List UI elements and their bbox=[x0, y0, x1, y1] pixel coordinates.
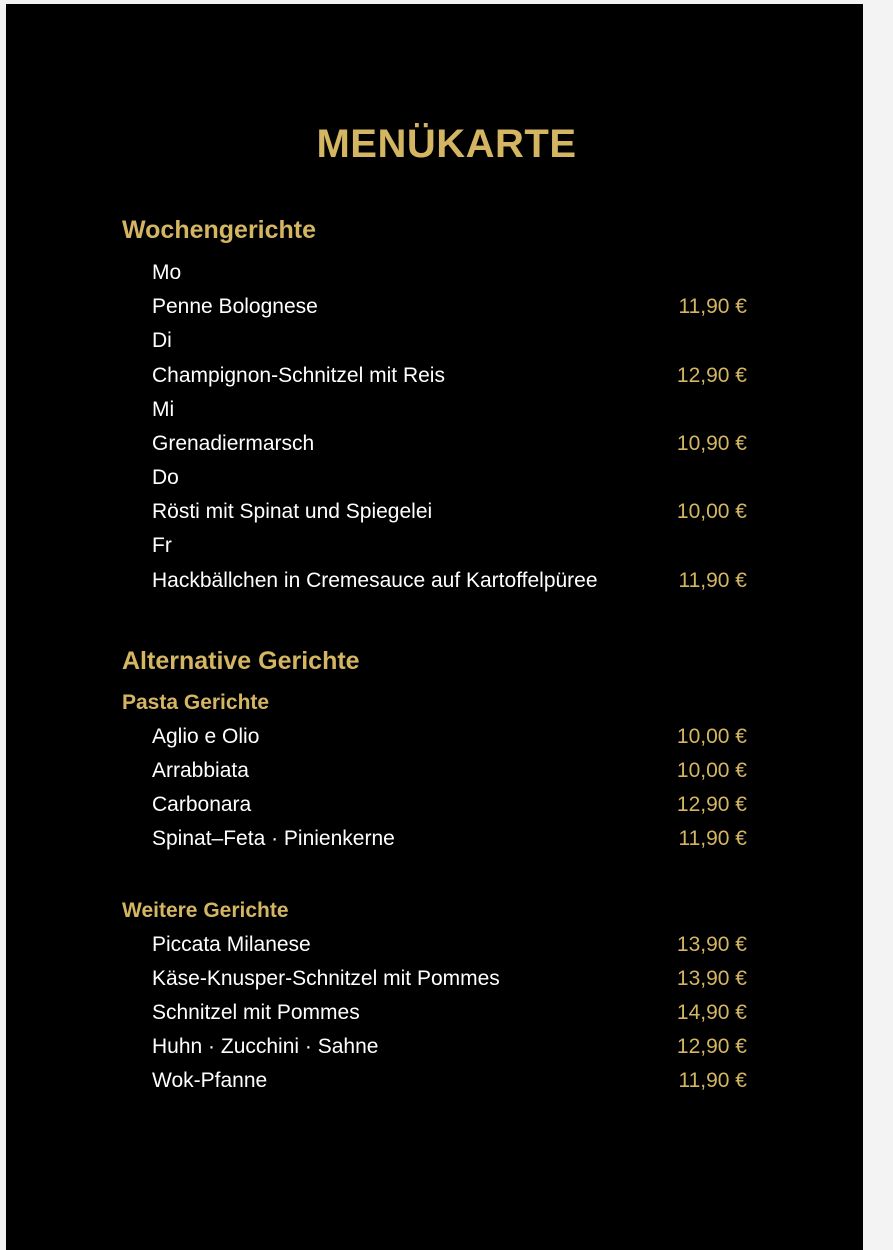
weekly-item-fr bbox=[152, 566, 747, 596]
dish-name: Aglio e Olio bbox=[152, 725, 260, 748]
dish-name: Hackbällchen in Cremesauce auf Kartoffelpüree bbox=[152, 569, 598, 592]
day-label-do: Do bbox=[152, 466, 179, 489]
dish-name: Carbonara bbox=[152, 793, 252, 816]
dish-name: Schnitzel mit Pommes bbox=[152, 1001, 360, 1024]
day-label-mo: Mo bbox=[152, 261, 182, 284]
dish-price: 12,90 € bbox=[676, 364, 747, 387]
weitere-heading: Weitere Gerichte bbox=[122, 899, 289, 922]
dish-price: 11,90 € bbox=[678, 569, 747, 592]
dish-name: Huhn · Zucchini · Sahne bbox=[152, 1035, 379, 1058]
dish-price: 10,00 € bbox=[676, 759, 747, 782]
weitere-item bbox=[152, 930, 747, 960]
weekly-item-mo bbox=[152, 292, 747, 322]
weitere-item bbox=[152, 998, 747, 1028]
dish-name: Grenadiermarsch bbox=[152, 432, 315, 455]
dish-name: Wok-Pfanne bbox=[152, 1069, 268, 1092]
weekly-item-do bbox=[152, 497, 747, 527]
weitere-item bbox=[152, 964, 747, 994]
dish-price: 12,90 € bbox=[676, 793, 747, 816]
dish-price: 13,90 € bbox=[676, 933, 747, 956]
dish-name: Penne Bolognese bbox=[152, 295, 318, 318]
menu-page bbox=[6, 4, 863, 1250]
dish-name: Arrabbiata bbox=[152, 759, 249, 782]
weekly-item-di bbox=[152, 361, 747, 391]
pasta-item bbox=[152, 790, 747, 820]
dish-price: 13,90 € bbox=[676, 967, 747, 990]
dish-price: 10,00 € bbox=[676, 500, 747, 523]
day-label-fr: Fr bbox=[152, 534, 172, 557]
day-label-mi: Mi bbox=[152, 398, 175, 421]
dish-name: Champignon-Schnitzel mit Reis bbox=[152, 364, 445, 387]
pasta-item bbox=[152, 756, 747, 786]
dish-price: 11,90 € bbox=[678, 295, 747, 318]
menu-title: MENÜKARTE bbox=[316, 122, 577, 166]
dish-price: 10,00 € bbox=[676, 725, 747, 748]
dish-name: Rösti mit Spinat und Spiegelei bbox=[152, 500, 433, 523]
dish-price: 14,90 € bbox=[676, 1001, 747, 1024]
dish-price: 11,90 € bbox=[678, 1069, 747, 1092]
dish-name: Piccata Milanese bbox=[152, 933, 311, 956]
dish-price: 12,90 € bbox=[676, 1035, 747, 1058]
dish-name: Käse-Knusper-Schnitzel mit Pommes bbox=[152, 967, 500, 990]
alternatives-heading: Alternative Gerichte bbox=[122, 647, 360, 675]
weekly-heading: Wochengerichte bbox=[122, 216, 317, 244]
weitere-item bbox=[152, 1066, 747, 1096]
weitere-item bbox=[152, 1032, 747, 1062]
pasta-heading: Pasta Gerichte bbox=[122, 691, 270, 714]
day-label-di: Di bbox=[152, 329, 172, 352]
dish-name: Spinat–Feta · Pinienkerne bbox=[152, 827, 395, 850]
weekly-item-mi bbox=[152, 429, 747, 459]
pasta-item bbox=[152, 722, 747, 752]
dish-price: 11,90 € bbox=[678, 827, 747, 850]
dish-price: 10,90 € bbox=[676, 432, 747, 455]
pasta-item bbox=[152, 824, 747, 854]
